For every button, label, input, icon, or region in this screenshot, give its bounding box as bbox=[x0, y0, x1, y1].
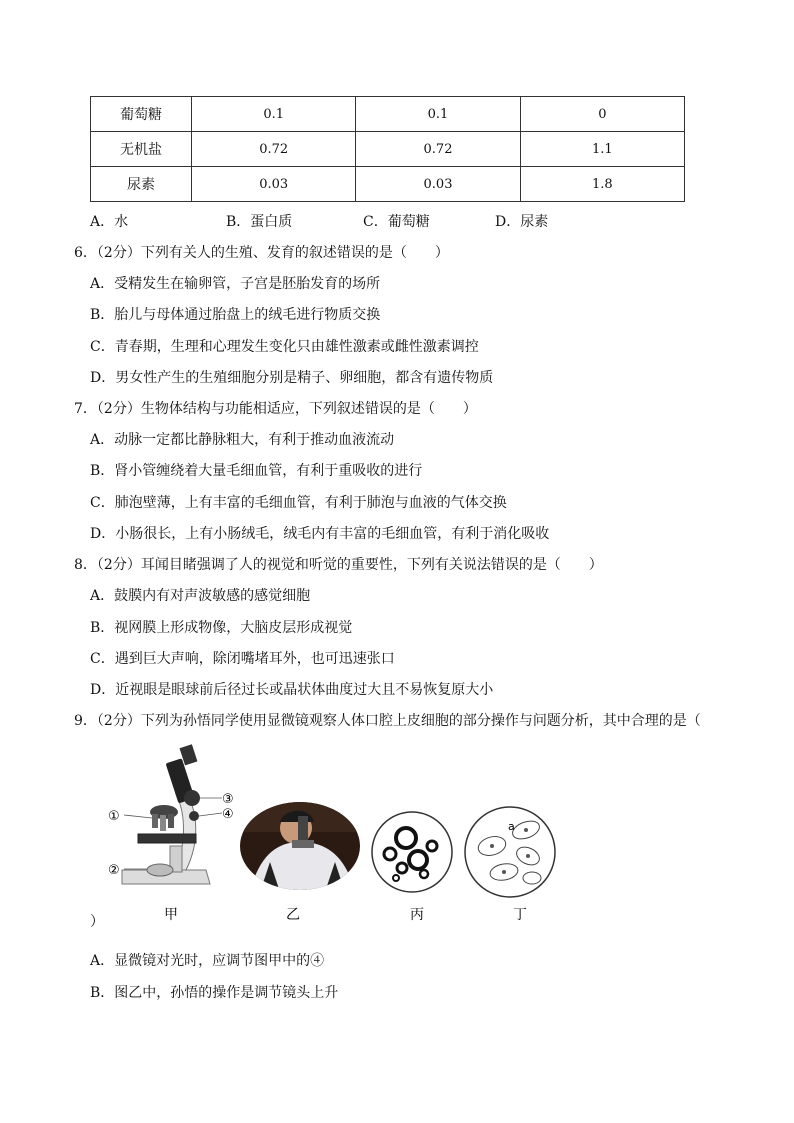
cells-view-figure bbox=[465, 807, 555, 897]
table-cell-b: 0.1 bbox=[356, 97, 520, 132]
table-cell-c: 1.8 bbox=[520, 167, 684, 202]
table-row bbox=[91, 167, 685, 202]
table-row-label: 尿素 bbox=[91, 167, 192, 202]
q9-stem: 9．（2分）下列为孙悟同学使用显微镜观察人体口腔上皮细胞的部分操作与问题分析，其中合理的是（ bbox=[74, 713, 701, 729]
q9-option-b: B．图乙中，孙悟的操作是调节镜头上升 bbox=[90, 985, 339, 1001]
figure-label-ding: 丁 bbox=[513, 907, 527, 922]
table-row-label: 无机盐 bbox=[91, 132, 192, 167]
q8-option-c: C．遇到巨大声响，除闭嘴堵耳外，也可迅速张口 bbox=[90, 651, 395, 667]
q9-stem-end: ） bbox=[90, 914, 104, 930]
q9-option-a: A．显微镜对光时，应调节图甲中的④ bbox=[90, 953, 325, 969]
q6-option-d: D．男女性产生的生殖细胞分别是精子、卵细胞，都含有遗传物质 bbox=[90, 370, 494, 386]
q7-option-a: A．动脉一定都比静脉粗大，有利于推动血液流动 bbox=[90, 432, 395, 448]
q6-option-b: B．胎儿与母体通过胎盘上的绒毛进行物质交换 bbox=[90, 307, 381, 323]
bubble-view-figure bbox=[372, 812, 452, 892]
q7-option-b: B．肾小管缠绕着大量毛细血管，有利于重吸收的进行 bbox=[90, 463, 423, 479]
q7-option-c: C．肺泡壁薄，上有丰富的毛细血管，有利于肺泡与血液的气体交换 bbox=[90, 495, 507, 511]
student-photo-figure bbox=[240, 802, 360, 892]
table-cell-a: 0.72 bbox=[192, 132, 356, 167]
table-row bbox=[91, 132, 685, 167]
microscope-figure bbox=[108, 744, 234, 884]
table-row-label: 葡萄糖 bbox=[91, 97, 192, 132]
q6-stem: 6．（2分）下列有关人的生殖、发育的叙述错误的是（ ） bbox=[74, 245, 449, 261]
q5-option-c: C．葡萄糖 bbox=[363, 214, 430, 230]
q8-option-a: A．鼓膜内有对声波敏感的感觉细胞 bbox=[90, 588, 311, 604]
table-cell-b: 0.72 bbox=[356, 132, 520, 167]
data-table bbox=[90, 96, 685, 202]
q6-option-c: C．青春期，生理和心理发生变化只由雄性激素或雌性激素调控 bbox=[90, 339, 479, 355]
q7-stem: 7．（2分）生物体结构与功能相适应，下列叙述错误的是（ ） bbox=[74, 401, 477, 417]
table-cell-b: 0.03 bbox=[356, 167, 520, 202]
figure-label-bing: 丙 bbox=[410, 907, 424, 922]
q8-stem: 8．（2分）耳闻目睹强调了人的视觉和听觉的重要性，下列有关说法错误的是（ ） bbox=[74, 557, 603, 573]
q6-option-a: A．受精发生在输卵管，子宫是胚胎发育的场所 bbox=[90, 276, 381, 292]
q8-option-b: B．视网膜上形成物像，大脑皮层形成视觉 bbox=[90, 620, 353, 636]
table-cell-a: 0.1 bbox=[192, 97, 356, 132]
table-cell-c: 1.1 bbox=[520, 132, 684, 167]
q5-option-a: A．水 bbox=[90, 214, 129, 230]
q7-option-d: D．小肠很长，上有小肠绒毛，绒毛内有丰富的毛细血管，有利于消化吸收 bbox=[90, 526, 550, 542]
microscope-label-4: ④ bbox=[222, 807, 234, 822]
cell-label-a: a bbox=[508, 820, 515, 833]
q9-figures bbox=[100, 742, 570, 922]
table-cell-a: 0.03 bbox=[192, 167, 356, 202]
microscope-label-2: ② bbox=[108, 863, 120, 878]
figure-label-jia: 甲 bbox=[164, 907, 178, 922]
microscope-label-1: ① bbox=[108, 809, 120, 824]
microscope-label-3: ③ bbox=[222, 792, 234, 807]
table-cell-c: 0 bbox=[520, 97, 684, 132]
table-row bbox=[91, 97, 685, 132]
q5-option-b: B．蛋白质 bbox=[226, 214, 293, 230]
q5-option-d: D．尿素 bbox=[495, 214, 549, 230]
figure-label-yi: 乙 bbox=[286, 907, 300, 922]
q8-option-d: D．近视眼是眼球前后径过长或晶状体曲度过大且不易恢复原大小 bbox=[90, 682, 494, 698]
